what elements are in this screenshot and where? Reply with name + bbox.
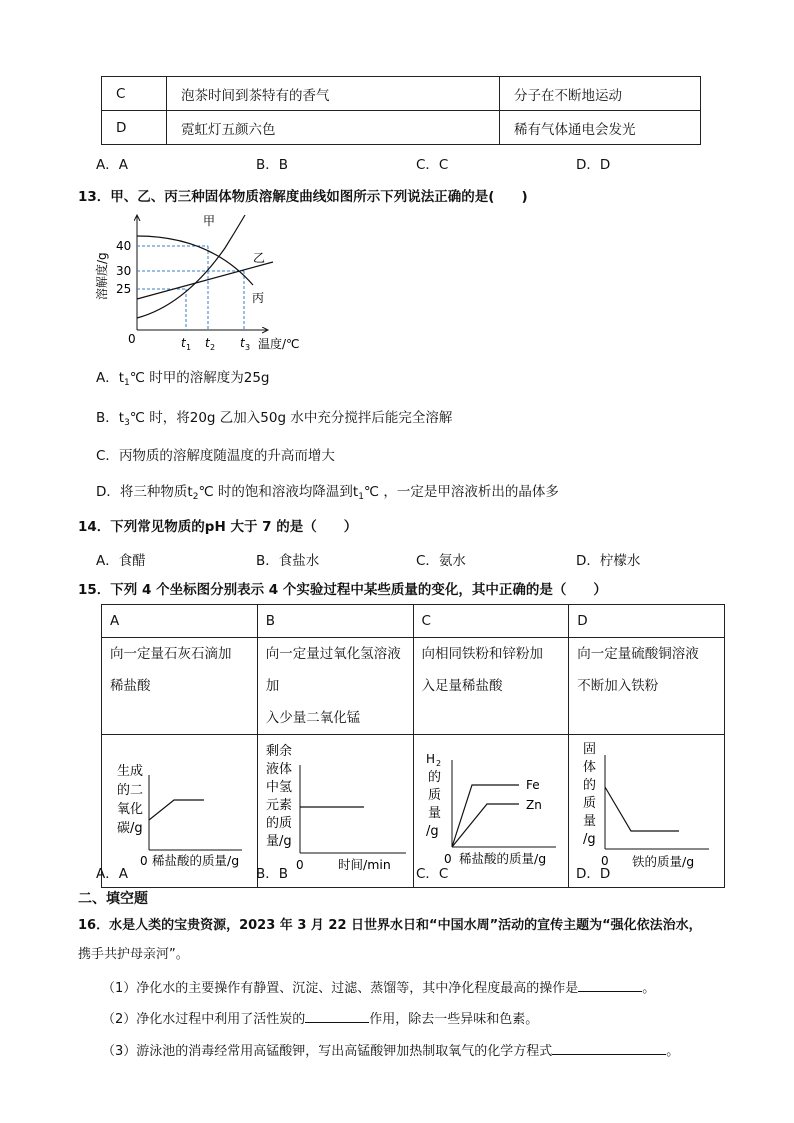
- graph-b-xlabel: 时间/min: [337, 857, 391, 872]
- option-d[interactable]: D．D: [576, 866, 611, 882]
- graph-c-xlabel: 稀盐酸的质量/g: [458, 851, 546, 866]
- cell-label-a: A: [102, 605, 258, 638]
- q13-option-c[interactable]: C．丙物质的溶解度随温度的升高而增大: [96, 448, 335, 464]
- option-c[interactable]: C．C: [416, 157, 449, 173]
- graph-a-ylabel-4: 碳/g: [117, 821, 143, 836]
- cell-desc-c: 向相同铁粉和锌粉加 入足量稀盐酸: [413, 638, 569, 735]
- graph-d-svg: [569, 735, 717, 883]
- option-b[interactable]: B．B: [256, 866, 289, 882]
- curve-jia: [137, 215, 245, 318]
- graph-b-origin: 0: [295, 858, 304, 872]
- xtick-t3: t: [240, 336, 245, 350]
- cell-desc-b: 向一定量过氧化氢溶液加 入少量二氧化锰: [257, 638, 413, 735]
- graph-a-ylabel-3: 氧化: [117, 802, 144, 817]
- graph-c-label-zn: Zn: [525, 798, 542, 812]
- graph-c-ylabel-1: 的: [427, 770, 441, 785]
- q13-option-b[interactable]: B．$t_3℃$ 时，将20g 乙加入50g 水中充分搅拌后能完全溶解: [96, 410, 453, 428]
- ytick-30: 30: [116, 264, 132, 278]
- graph-d-ylabel-6: /g: [583, 832, 596, 847]
- graph-c-line-fe: [452, 785, 519, 847]
- option-d[interactable]: D．D: [576, 157, 611, 173]
- graph-a-ylabel-2: 的二: [117, 783, 144, 798]
- q16-stem-line1: 16．水是人类的宝贵资源，2023 年 3 月 22 日世界水日和“中国水周”活动的宣传主题为“强化依法治水，: [78, 918, 702, 933]
- graph-d-xlabel: 铁的质量/g: [632, 854, 695, 869]
- y-axis-label: 溶解度/g: [95, 252, 109, 300]
- graph-b-ylabel-2: 液体: [265, 762, 292, 777]
- graph-d-origin: 0: [601, 854, 609, 868]
- q15-table: [101, 604, 725, 888]
- graph-c-ylabel-4: /g: [425, 824, 439, 839]
- xtick-t2: t: [205, 336, 210, 350]
- graph-d-ylabel-4: 质: [583, 796, 597, 811]
- graph-b-ylabel-6: 量/g: [265, 834, 292, 849]
- q13-option-a[interactable]: A．$t_1℃$ 时甲的溶解度为25g: [96, 370, 270, 388]
- graph-a-ylabel-1: 生成: [117, 764, 144, 779]
- row-phenomenon: 泡茶时间到茶特有的香气: [167, 77, 500, 111]
- graph-b-ylabel-3: 中氢: [265, 780, 292, 795]
- xtick-t1: t: [181, 336, 186, 350]
- graph-a-origin: 0: [140, 854, 148, 868]
- cell-label-c: C: [413, 605, 569, 638]
- answer-blank-3[interactable]: [552, 1040, 666, 1055]
- graph-c-origin: 0: [443, 852, 452, 866]
- table-row: [102, 77, 701, 111]
- row-label: D: [102, 111, 167, 145]
- graph-d-line: [605, 787, 679, 831]
- q13-stem: 13．甲、乙、丙三种固体物质溶解度曲线如图所示下列说法正确的是( ): [78, 189, 528, 205]
- option-a[interactable]: A．食醋: [96, 553, 146, 569]
- option-c[interactable]: C．C: [416, 866, 449, 882]
- table-row: [102, 111, 701, 145]
- graph-c-ylabel-h: H: [425, 752, 435, 766]
- x-axis-label: 温度/℃: [258, 337, 300, 351]
- row-label: C: [102, 77, 167, 111]
- graph-d-ylabel-1: 固: [583, 742, 597, 757]
- ytick-25: 25: [116, 282, 132, 296]
- row-phenomenon: 霓虹灯五颜六色: [167, 111, 500, 145]
- graph-c-ylabel-3: 量: [427, 806, 441, 821]
- q14-options: [96, 549, 736, 569]
- table-row: [102, 605, 725, 638]
- option-b[interactable]: B．食盐水: [256, 553, 320, 569]
- label-yi: 乙: [253, 251, 266, 265]
- q15-options: [96, 862, 736, 882]
- graph-b-svg: [258, 735, 428, 883]
- graph-d-ylabel-3: 的: [583, 778, 597, 793]
- q16-part-2: （2）净化水过程中利用了活性炭的 作用，除去一些异味和色素。: [102, 1008, 538, 1027]
- cell-desc-d: 向一定量硫酸铜溶液 不断加入铁粉: [569, 638, 725, 735]
- origin-label: 0: [128, 332, 136, 346]
- q15-stem: 15．下列 4 个坐标图分别表示 4 个实验过程中某些质量的变化，其中正确的是（ ）: [78, 582, 607, 598]
- xtick-t2-sub: 2: [210, 343, 216, 352]
- answer-blank-2[interactable]: [305, 1008, 369, 1023]
- q13-option-d[interactable]: D．将三种物质$t_2℃$ 时的饱和溶液均降温到$t_1℃$ ，一定是甲溶液析出的晶体多: [96, 484, 559, 502]
- label-jia: 甲: [203, 214, 216, 228]
- q16-part-1: （1）净化水的主要操作有静置、沉淀、过滤、蒸馏等，其中净化程度最高的操作是 。: [102, 977, 655, 996]
- graph-b-ylabel-4: 元素: [265, 798, 292, 813]
- label-bing: 丙: [252, 291, 265, 305]
- option-a[interactable]: A．A: [96, 157, 128, 173]
- table-row: [102, 638, 725, 735]
- xtick-t1-sub: 1: [186, 343, 192, 352]
- answer-blank-1[interactable]: [578, 977, 642, 992]
- option-d[interactable]: D．柠檬水: [576, 553, 641, 569]
- option-c[interactable]: C．氨水: [416, 553, 466, 569]
- section-title: 二、填空题: [78, 891, 148, 907]
- cell-desc-a: 向一定量石灰石滴加 稀盐酸: [102, 638, 258, 735]
- graph-c-ylabel-h-sub: 2: [435, 759, 441, 768]
- graph-a-xlabel: 稀盐酸的质量/g: [152, 853, 240, 868]
- graph-b-ylabel-1: 剩余: [265, 744, 292, 759]
- ytick-40: 40: [116, 239, 132, 253]
- cell-label-d: D: [569, 605, 725, 638]
- curve-bing: [137, 236, 253, 285]
- q16-stem-line2: 携手共护母亲河”。: [78, 947, 189, 962]
- graph-c-ylabel-2: 质: [427, 788, 441, 803]
- graph-b-ylabel-5: 的质: [265, 816, 292, 831]
- q12-options: [96, 153, 736, 173]
- xtick-t3-sub: 3: [245, 343, 251, 352]
- graph-c-svg: [414, 735, 564, 883]
- graph-a-line: [149, 800, 204, 820]
- row-explanation: 稀有气体通电会发光: [500, 111, 701, 145]
- solubility-graph: [90, 210, 320, 360]
- graph-d-ylabel-2: 体: [583, 760, 597, 775]
- row-explanation: 分子在不断地运动: [500, 77, 701, 111]
- q14-stem: 14．下列常见物质的pH 大于 7 的是（ ）: [78, 519, 358, 535]
- graph-d-ylabel-5: 量: [583, 814, 597, 829]
- graph-c-line-zn: [452, 804, 519, 847]
- cell-label-b: B: [257, 605, 413, 638]
- option-a[interactable]: A．A: [96, 866, 128, 882]
- option-b[interactable]: B．B: [256, 157, 289, 173]
- graph-a-svg: [102, 735, 257, 883]
- graph-c-label-fe: Fe: [525, 778, 540, 792]
- q16-part-3: （3）游泳池的消毒经常用高锰酸钾，写出高锰酸钾加热制取氧气的化学方程式 。: [102, 1040, 679, 1059]
- q12-table: [101, 76, 701, 145]
